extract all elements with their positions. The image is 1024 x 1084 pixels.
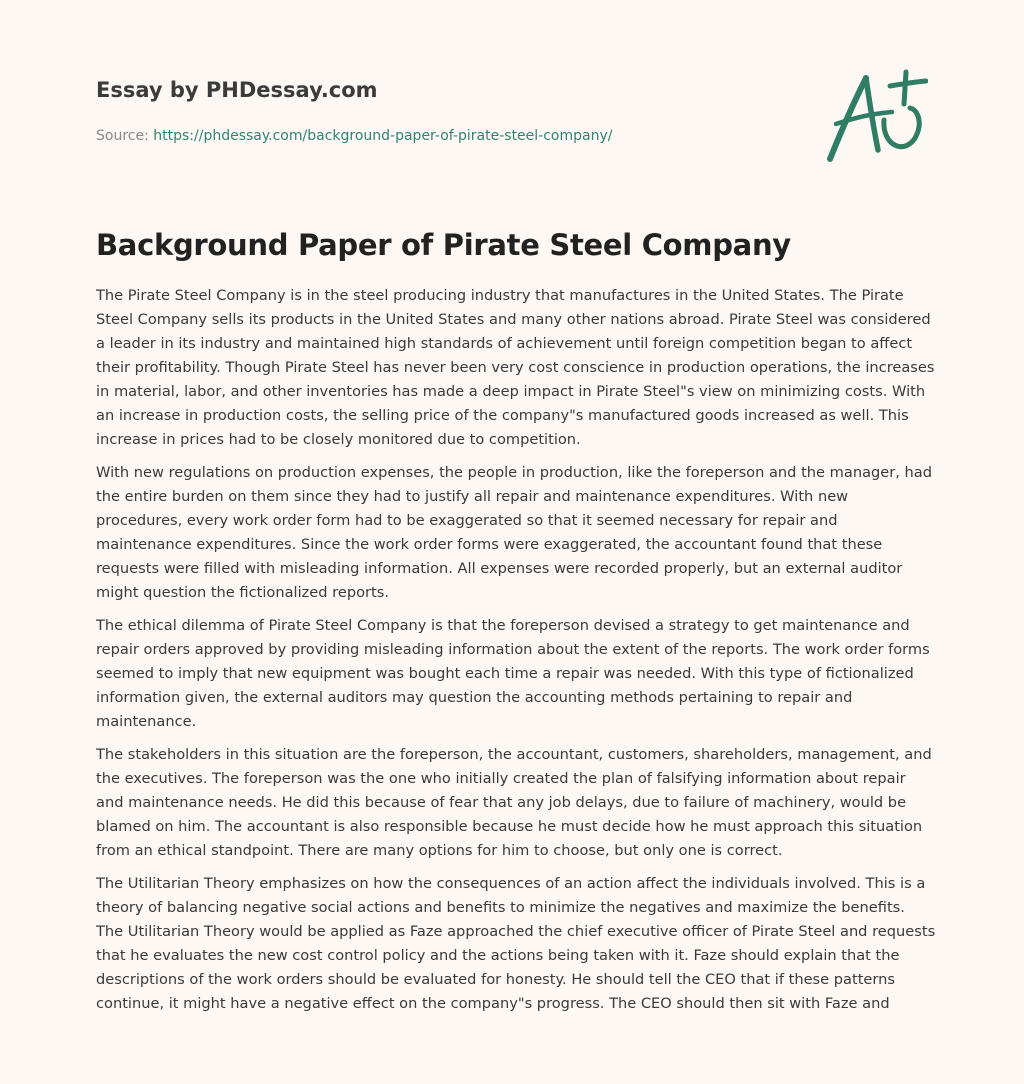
source-label: Source: — [96, 128, 154, 144]
essay-paragraph: The ethical dilemma of Pirate Steel Company is that the foreperson devised a strategy to get maintenance and repair orders approved by providing misleading information about the extent of the reports. The work order forms seemed to imply that new equipment was bought each time a repair was needed. With this type of fictionalized information given, the external auditors may question the accounting methods pertaining to repair and maintenance. — [96, 617, 930, 730]
essay-paragraph: The Utilitarian Theory emphasizes on how the consequences of an action affect the individuals involved. This is a theory of balancing negative social actions and benefits to minimize the negatives and maximize the benefits. The Utilitarian Theory would be applied as Faze approached the chief executive officer of Pirate Steel and requests that he evaluates the new cost control policy and the actions being taken with it. Faze should explain that the descriptions of the work orders should be evaluated for honesty. He should tell the CEO that if these patterns continue, it might have a negative effect on the company"s progress. The CEO should then sit with Faze and — [96, 875, 936, 1012]
a-plus-logo-icon — [822, 66, 928, 166]
essay-paragraph: With new regulations on production expenses, the people in production, like the foreperson and the manager, had the entire burden on them since they had to justify all repair and maintenance expenditures. With new procedures, every work order form had to be exaggerated so that it seemed necessary for repair and maintenance expenditures. Since the work order forms were exaggerated, the accountant found that these requests were filled with misleading information. All expenses were recorded properly, but an external auditor might question the fictionalized reports. — [96, 464, 932, 601]
essay-paragraph: The Pirate Steel Company is in the steel producing industry that manufactures in the United States. The Pirate Steel Company sells its products in the United States and many other nations abroad. Pirate Steel was considered a leader in its industry and maintained high standards of achievement until foreign competition began to affect their profitability. Though Pirate Steel has never been very cost conscience in production operations, the increases in material, labor, and other inventories has made a deep impact in Pirate Steel"s view on minimizing costs. With an increase in production costs, the selling price of the company"s manufactured goods increased as well. This increase in prices had to be closely monitored due to competition. — [96, 287, 935, 448]
essay-body — [96, 284, 936, 1025]
essay-title: Background Paper of Pirate Steel Company — [96, 228, 791, 262]
source-link[interactable]: https://phdessay.com/background-paper-of-pirate-steel-company/ — [153, 128, 613, 144]
site-title: Essay by PHDessay.com — [96, 78, 378, 102]
essay-paragraph: The stakeholders in this situation are the foreperson, the accountant, customers, shareholders, management, and the executives. The foreperson was the one who initially created the plan of falsifying information about repair and maintenance needs. He did this because of fear that any job delays, due to failure of machinery, would be blamed on him. The accountant is also responsible because he must decide how he must approach this situation from an ethical standpoint. There are many options for him to choose, but only one is correct. — [96, 746, 932, 859]
essay-header — [96, 74, 796, 146]
source-line — [96, 126, 796, 146]
